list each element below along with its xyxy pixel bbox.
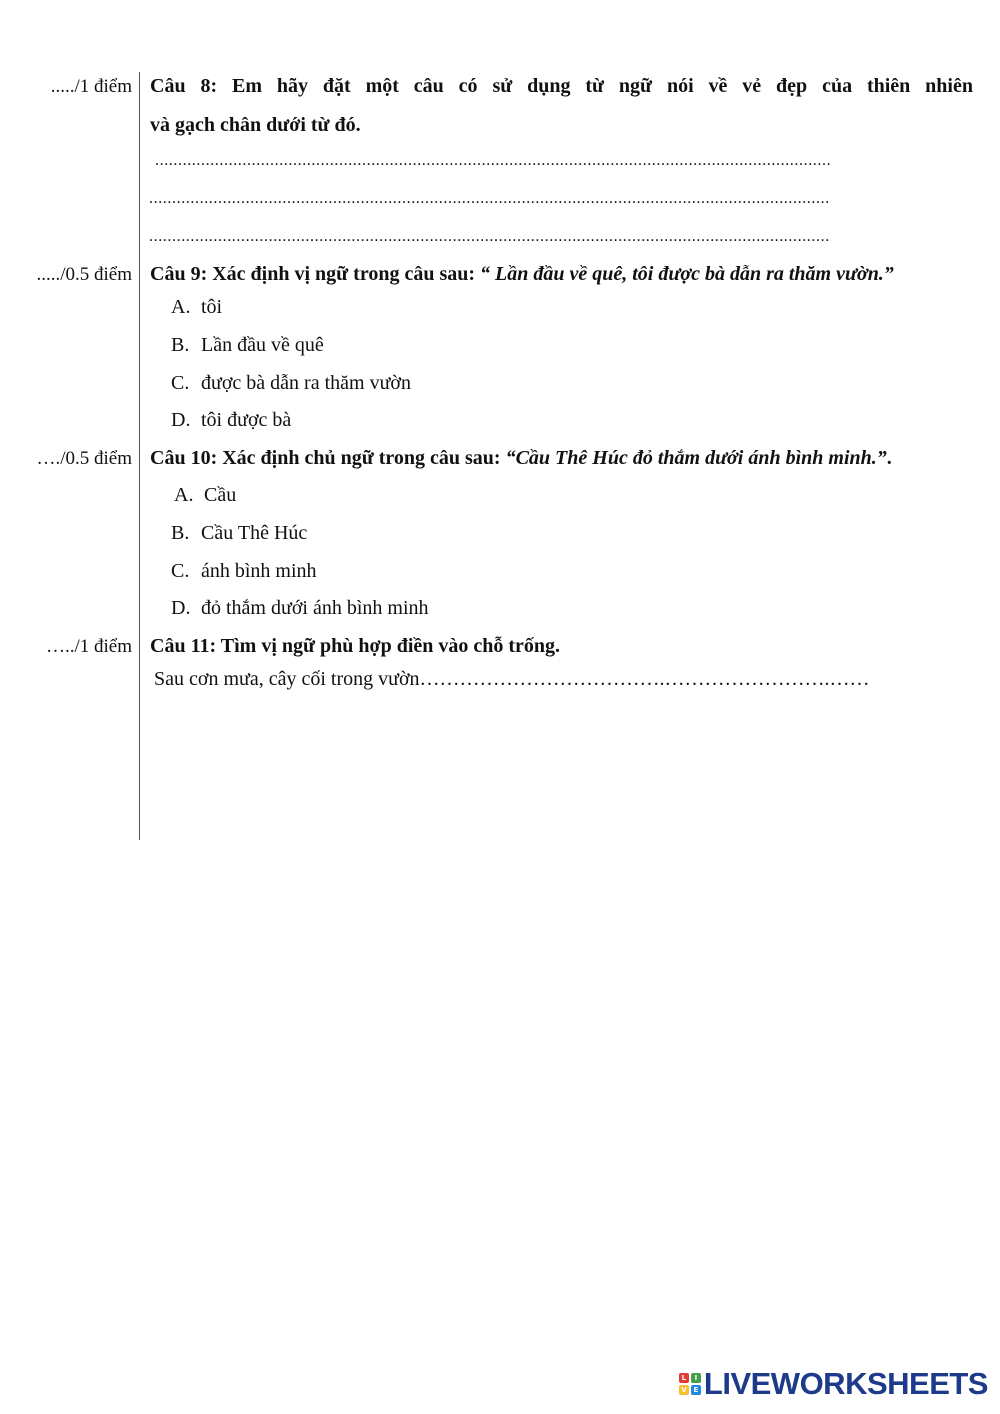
q9-score: ...../0.5 điểm [36, 264, 132, 285]
logo-tile: E [691, 1385, 701, 1395]
logo-wordmark: LIVEWORKSHEETS [703, 1366, 988, 1401]
q8-answer-line-2[interactable]: .................................................................................................................................................... [149, 190, 830, 207]
logo-tile: V [679, 1385, 689, 1395]
q8-answer-line-1[interactable]: ................................................................................................................................................... [155, 152, 832, 169]
option-text: ánh bình minh [201, 560, 317, 582]
logo-tile: L [679, 1373, 689, 1383]
q10-option-d[interactable] [171, 597, 429, 620]
q10-option-b[interactable] [171, 522, 307, 545]
liveworksheets-logo-icon [679, 1373, 701, 1395]
option-letter: A. [174, 484, 194, 506]
option-text: Cầu [204, 484, 237, 506]
q11-prompt: Câu 11: Tìm vị ngữ phù hợp điền vào chỗ trống. [150, 635, 561, 657]
q8-score: ...../1 điểm [50, 76, 132, 97]
q11-fill-in-blank[interactable]: Sau cơn mưa, cây cối trong vườn……………………………….…………………….…… [154, 668, 870, 690]
q8-answer-line-3[interactable]: .................................................................................................................................................... [149, 228, 830, 245]
q10-prompt [150, 447, 892, 470]
option-letter: B. [171, 334, 190, 356]
liveworksheets-logo [679, 1364, 988, 1404]
q9-prompt [150, 263, 894, 286]
q10-option-c[interactable] [171, 560, 317, 583]
option-text: tôi được bà [201, 409, 292, 431]
q10-sentence: “Cầu Thê Húc đỏ thắm dưới ánh bình minh.” [505, 447, 887, 469]
margin-divider [139, 72, 140, 840]
option-text: được bà dẫn ra thăm vườn [201, 372, 411, 394]
option-text: đỏ thắm dưới ánh bình minh [201, 597, 429, 619]
option-letter: D. [171, 597, 191, 619]
option-text: tôi [201, 296, 223, 318]
q8-prompt-line2: và gạch chân dưới từ đó. [150, 114, 361, 136]
q9-option-c[interactable] [171, 372, 411, 395]
option-letter: D. [171, 409, 191, 431]
q9-sentence: “ Lần đầu về quê, tôi được bà dẫn ra thăm vườn.” [480, 263, 894, 285]
q9-label: Câu 9: Xác định vị ngữ trong câu sau: [150, 263, 481, 285]
q9-option-d[interactable] [171, 409, 291, 432]
option-text: Cầu Thê Húc [201, 522, 308, 544]
q10-label: Câu 10: Xác định chủ ngữ trong câu sau: [150, 447, 506, 469]
q10-option-a[interactable] [174, 484, 236, 507]
option-text: Lần đầu về quê [201, 334, 324, 356]
q9-option-b[interactable] [171, 334, 324, 357]
option-letter: B. [171, 522, 190, 544]
option-letter: C. [171, 560, 190, 582]
option-letter: A. [171, 296, 191, 318]
logo-tile: I [691, 1373, 701, 1383]
q10-tail: . [886, 447, 892, 469]
q10-score: …./0.5 điểm [36, 448, 132, 469]
q9-option-a[interactable] [171, 296, 222, 319]
q8-prompt-line1: Câu 8: Em hãy đặt một câu có sử dụng từ ngữ nói về vẻ đẹp của thiên nhiên [150, 75, 973, 97]
q11-score: …../1 điểm [45, 636, 132, 657]
option-letter: C. [171, 372, 190, 394]
